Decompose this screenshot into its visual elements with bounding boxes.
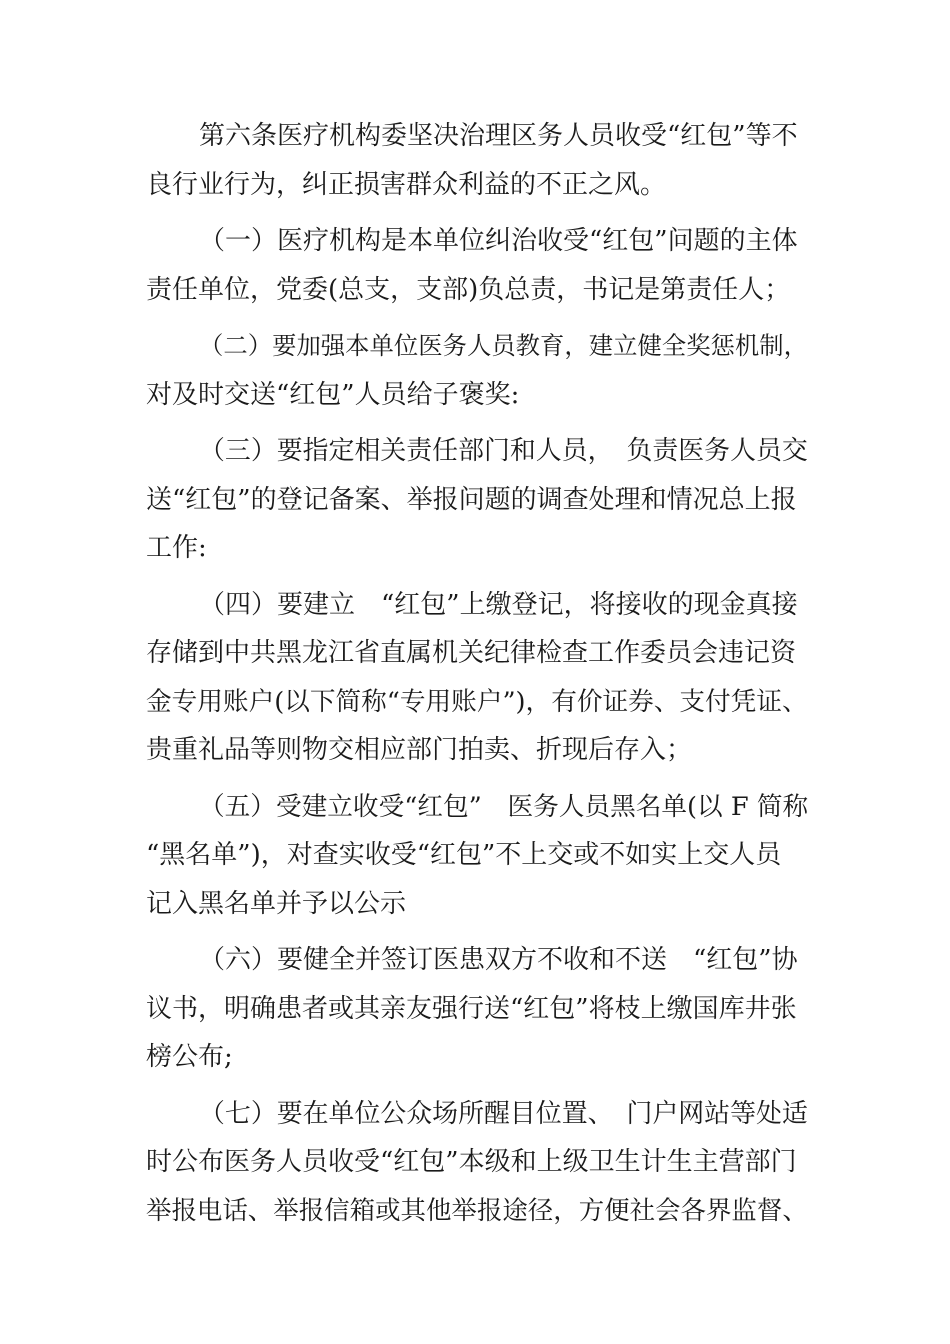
paragraph-line: 时公布医务人员收受“红包”本级和上级卫生计生主营部门 xyxy=(146,1147,797,1177)
paragraph-line: 良行业行为，纠正损害群众利益的不正之风。 xyxy=(146,169,667,200)
paragraph xyxy=(146,322,808,419)
paragraph-line: 送“红包”的登记备案、举报问题的调查处理和情况总上报 xyxy=(146,484,797,515)
paragraph xyxy=(146,217,808,314)
paragraph-line: 贵重礼品等则物交相应部门拍卖、折现后存入； xyxy=(146,735,693,765)
paragraph-line: 举报电话、举报信箱或其他举报途径，方便社会各界监督、 xyxy=(146,1195,808,1226)
paragraph xyxy=(146,1090,808,1236)
paragraph xyxy=(146,427,808,573)
paragraph-line: 榜公布; xyxy=(146,1042,233,1072)
paragraph-line: （三）要指定相关责任部门和人员， 负责医务人员交 xyxy=(199,436,808,466)
paragraph-line: 议书，明确患者或其亲友强行送“红包”将枝上缴国库井张 xyxy=(146,993,797,1024)
paragraph-line: 第六条医疗机构委坚决治理区务人员收受“红包”等不 xyxy=(199,121,798,151)
paragraph-line: 对及时交送“红包”人员给子褒奖: xyxy=(146,379,520,410)
document-body xyxy=(146,112,808,1235)
paragraph-line: （二）要加强本单位医务人员教育，建立健全奖惩机制， xyxy=(199,331,808,360)
paragraph-line: 工作: xyxy=(146,533,207,563)
paragraph xyxy=(146,936,808,1082)
paragraph-line: 责任单位，党委(总支，支部)负总责，书记是第责任人； xyxy=(146,274,791,305)
paragraph xyxy=(146,112,808,209)
paragraph xyxy=(146,581,808,775)
paragraph-line: （七）要在单位公众场所醒目位置、 门户网站等处适 xyxy=(199,1098,808,1129)
paragraph-line: 金专用账户(以下简称“专用账户”)，有价证券、支付凭证、 xyxy=(146,686,808,717)
paragraph xyxy=(146,783,808,929)
paragraph-line: 记入黑名单并予以公示 xyxy=(146,888,407,919)
paragraph-line: 存储到中共黑龙江省直属机关纪律检查工作委员会违记资 xyxy=(146,638,797,668)
paragraph-line: “黑名单”)，对查实收受“红包”不上交或不如实上交人员 xyxy=(146,840,782,870)
paragraph-line: （六）要健全并签订医患双方不收和不送 “红包”协 xyxy=(199,945,798,975)
paragraph-line: （四）要建立 “红包”上缴登记，将接收的现金真接 xyxy=(199,589,798,620)
paragraph-line: （五）受建立收受“红包” 医务人员黑名单(以 F 简称 xyxy=(199,791,809,822)
paragraph-line: （一）医疗机构是本单位纠治收受“红包”问题的主体 xyxy=(199,226,798,256)
